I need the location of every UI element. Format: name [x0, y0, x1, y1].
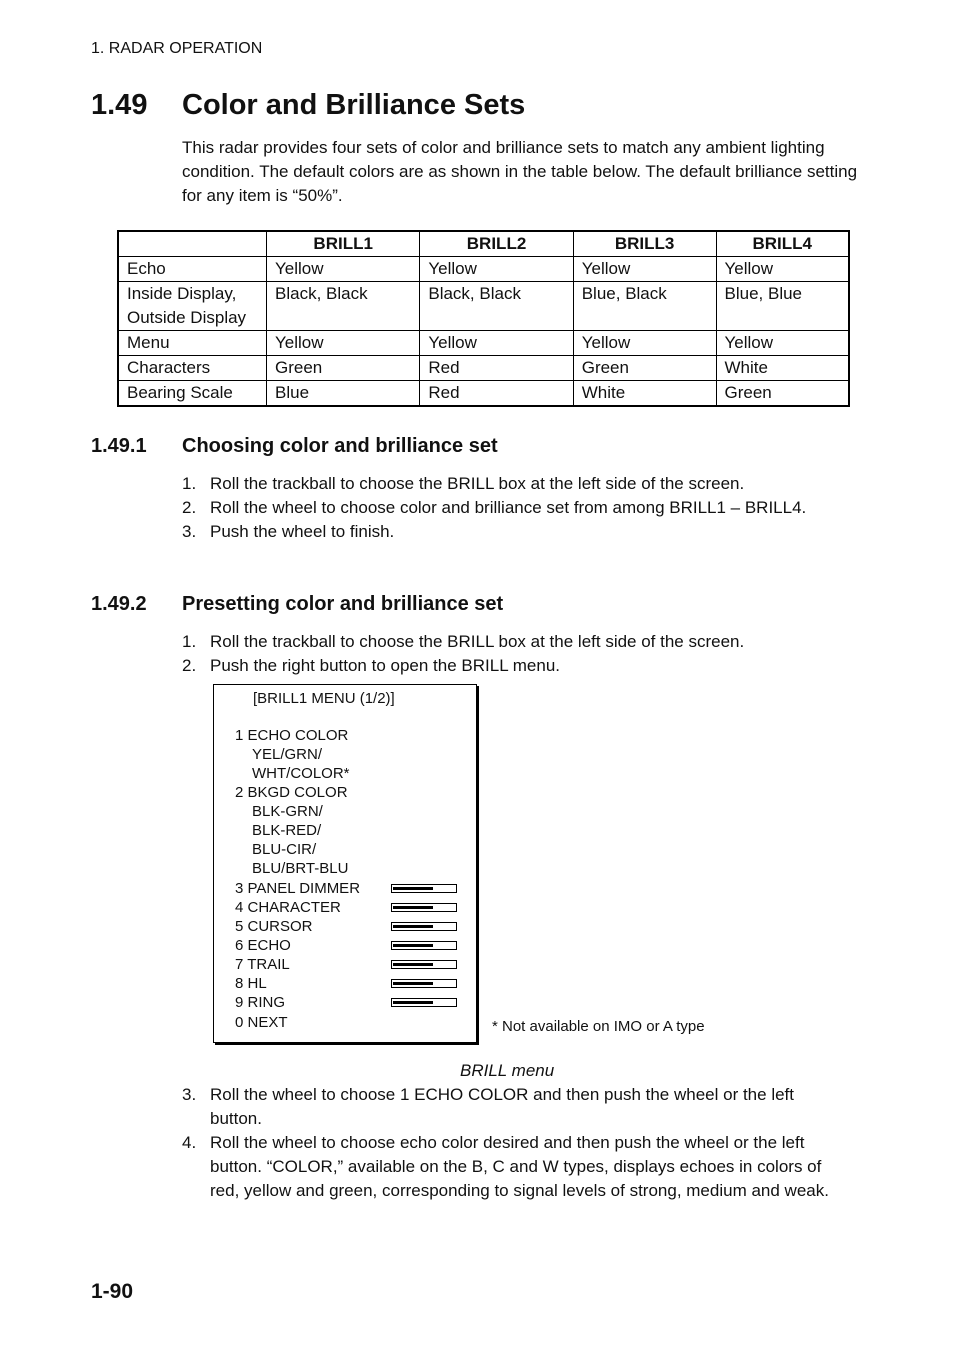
- table-cell: Red: [420, 381, 573, 407]
- brilliance-bar: [391, 941, 457, 950]
- brilliance-bar-fill: [393, 887, 433, 890]
- step-text: Roll the wheel to choose echo color desired and then push the wheel or the left button. “COLOR,” available on the B, C and W types, displays echoes in colors of red, yellow and green, corresponding to signal levels of strong, medium and weak.: [210, 1133, 829, 1200]
- table-cell: Yellow: [716, 257, 849, 282]
- table-header-cell: [118, 231, 267, 257]
- table-cell: Blue, Black: [573, 282, 716, 331]
- menu-item: 4 CHARACTER: [235, 899, 341, 916]
- step-text: Roll the trackball to choose the BRILL box at the left side of the screen.: [210, 474, 745, 493]
- subsection-title: Choosing color and brilliance set: [182, 435, 498, 457]
- step-number: 1.: [182, 632, 197, 651]
- table-row: [118, 282, 849, 331]
- list-item: [182, 654, 842, 678]
- brilliance-bar: [391, 960, 457, 969]
- menu-item: 6 ECHO: [235, 937, 291, 954]
- table-cell: Yellow: [267, 257, 420, 282]
- table-cell: Echo: [118, 257, 267, 282]
- list-item: [182, 496, 842, 520]
- section-heading: [91, 89, 525, 122]
- menu-item: 5 CURSOR: [235, 918, 313, 935]
- menu-title: [BRILL1 MENU (1/2)]: [253, 690, 395, 707]
- table-row: [118, 257, 849, 282]
- footnote: * Not available on IMO or A type: [492, 1018, 705, 1035]
- table-cell: Menu: [118, 331, 267, 356]
- running-header: 1. RADAR OPERATION: [91, 40, 263, 57]
- step-number: 3.: [182, 522, 197, 541]
- step-text: Push the right button to open the BRILL menu.: [210, 656, 560, 675]
- table-cell: Red: [420, 356, 573, 381]
- menu-option: WHT/COLOR*: [252, 765, 350, 782]
- menu-item: 1 ECHO COLOR: [235, 727, 349, 744]
- table-cell: Yellow: [267, 331, 420, 356]
- brilliance-bar-fill: [393, 944, 433, 947]
- menu-item: 0 NEXT: [235, 1014, 288, 1031]
- brilliance-bar: [391, 884, 457, 893]
- table-cell: Bearing Scale: [118, 381, 267, 407]
- steps-list-1: [182, 472, 842, 544]
- section-number: 1.49: [91, 89, 148, 121]
- page-number: 1-90: [91, 1280, 134, 1303]
- figure-caption: BRILL menu: [460, 1061, 555, 1080]
- table-row: [118, 331, 849, 356]
- brilliance-bar-fill: [393, 982, 433, 985]
- table-cell: White: [716, 356, 849, 381]
- subsection-heading-1: [91, 435, 498, 458]
- section-title: Color and Brilliance Sets: [182, 89, 526, 121]
- menu-item: 7 TRAIL: [235, 956, 290, 973]
- menu-option: BLK-GRN/: [252, 803, 323, 820]
- menu-item: 3 PANEL DIMMER: [235, 880, 361, 897]
- step-number: 2.: [182, 656, 197, 675]
- step-number: 2.: [182, 498, 197, 517]
- menu-option: BLU/BRT-BLU: [252, 860, 349, 877]
- list-item: [182, 472, 842, 496]
- table-header-cell: BRILL2: [420, 231, 573, 257]
- brilliance-bar: [391, 979, 457, 988]
- table-row: [118, 381, 849, 407]
- steps-list-3: [182, 1083, 842, 1203]
- brill-menu-figure: [213, 684, 477, 1043]
- steps-list-2: [182, 630, 842, 678]
- table-header-cell: BRILL4: [716, 231, 849, 257]
- table-cell: Yellow: [420, 257, 573, 282]
- brilliance-bar-fill: [393, 925, 433, 928]
- table-header-cell: BRILL1: [267, 231, 420, 257]
- menu-option: BLU-CIR/: [252, 841, 317, 858]
- list-item: [182, 1083, 842, 1131]
- table-cell: Black, Black: [420, 282, 573, 331]
- brilliance-bar: [391, 998, 457, 1007]
- table-cell: Yellow: [420, 331, 573, 356]
- brilliance-bar-fill: [393, 906, 433, 909]
- subsection-number: 1.49.1: [91, 435, 147, 457]
- brilliance-bar: [391, 903, 457, 912]
- table-cell: Blue, Blue: [716, 282, 849, 331]
- table-cell: Blue: [267, 381, 420, 407]
- table-cell: Characters: [118, 356, 267, 381]
- subsection-heading-2: [91, 593, 503, 616]
- list-item: [182, 1131, 842, 1203]
- subsection-title: Presetting color and brilliance set: [182, 593, 504, 615]
- table-cell: White: [573, 381, 716, 407]
- step-text: Roll the trackball to choose the BRILL box at the left side of the screen.: [210, 632, 745, 651]
- step-number: 1.: [182, 474, 197, 493]
- table-row: [118, 356, 849, 381]
- menu-item: 2 BKGD COLOR: [235, 784, 348, 801]
- brilliance-bar-fill: [393, 963, 433, 966]
- menu-option: YEL/GRN/: [252, 746, 323, 763]
- table-cell: Green: [267, 356, 420, 381]
- list-item: [182, 520, 842, 544]
- table-header-cell: BRILL3: [573, 231, 716, 257]
- intro-paragraph: This radar provides four sets of color and brilliance sets to match any ambient lighting condition. The default colors are as shown in the table below. The default brilliance setting for any item is “50%”.: [182, 138, 858, 205]
- table-cell: Black, Black: [267, 282, 420, 331]
- menu-item: 8 HL: [235, 975, 267, 992]
- table-cell: Yellow: [573, 257, 716, 282]
- subsection-number: 1.49.2: [91, 593, 147, 615]
- brilliance-bar-fill: [393, 1001, 433, 1004]
- table-cell: Yellow: [573, 331, 716, 356]
- menu-item: 9 RING: [235, 994, 286, 1011]
- table-cell: Inside Display, Outside Display: [118, 282, 267, 331]
- step-text: Push the wheel to finish.: [210, 522, 395, 541]
- step-text: Roll the wheel to choose 1 ECHO COLOR and then push the wheel or the left button.: [210, 1085, 794, 1128]
- step-number: 4.: [182, 1133, 197, 1152]
- menu-option: BLK-RED/: [252, 822, 322, 839]
- table-cell: Green: [716, 381, 849, 407]
- step-number: 3.: [182, 1085, 197, 1104]
- table-cell: Yellow: [716, 331, 849, 356]
- brilliance-table: [117, 230, 850, 407]
- table-header-row: [118, 231, 849, 257]
- brilliance-bar: [391, 922, 457, 931]
- list-item: [182, 630, 842, 654]
- step-text: Roll the wheel to choose color and brilliance set from among BRILL1 – BRILL4.: [210, 498, 807, 517]
- table-cell: Green: [573, 356, 716, 381]
